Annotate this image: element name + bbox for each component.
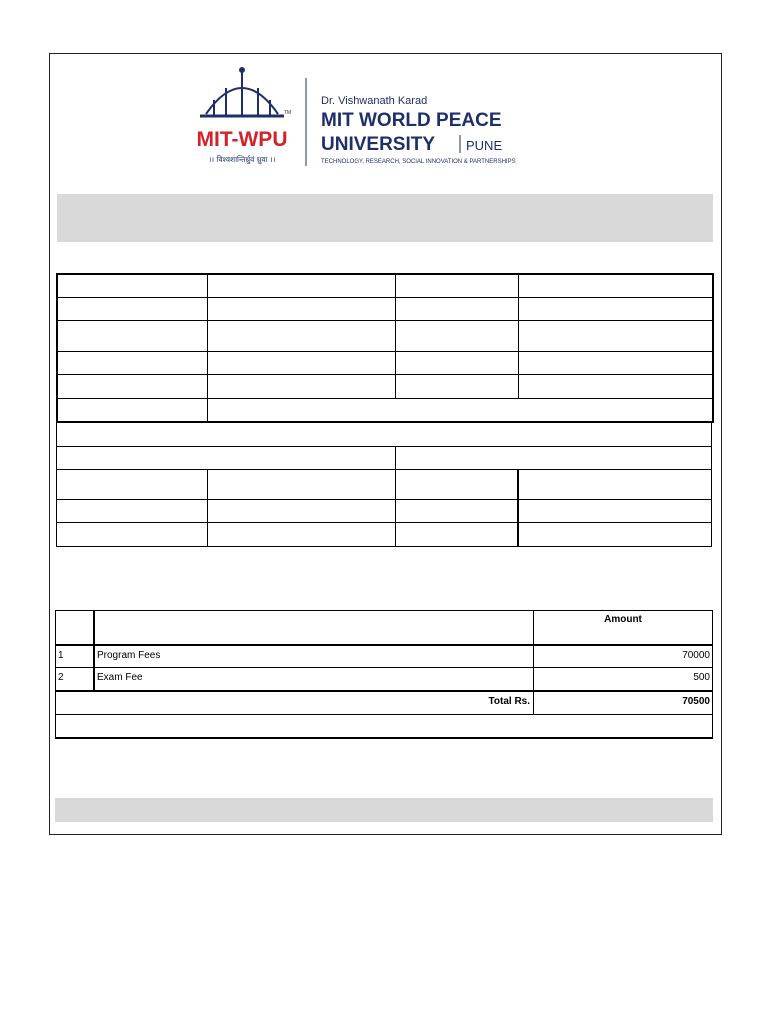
footer-bar — [55, 798, 713, 822]
logo-tagline: TECHNOLOGY, RESEARCH, SOCIAL INNOVATION & PARTNERSHIPS — [321, 159, 516, 165]
total-label: Total Rs. — [488, 696, 530, 707]
dome-emblem-icon — [200, 68, 284, 116]
document-border — [49, 53, 722, 835]
mit-wpu-logo — [190, 64, 530, 168]
row1-sr: 1 — [58, 650, 64, 661]
founder-line: Dr. Vishwanath Karad — [321, 95, 428, 107]
university-name-line1: MIT WORLD PEACE — [321, 110, 502, 131]
logo-motto: ।। विश्वशान्तिर्ध्रुवं ध्रुवा ।। — [208, 155, 276, 164]
total-value: 70500 — [682, 696, 710, 707]
tm-mark: TM — [284, 110, 292, 116]
university-name-line2: UNIVERSITY — [321, 134, 436, 155]
row1-particular: Program Fees — [97, 650, 161, 661]
city-label: PUNE — [466, 138, 503, 153]
title-bar — [57, 194, 713, 242]
row2-particular: Exam Fee — [97, 672, 143, 683]
brand-short-name: MIT-WPU — [196, 128, 288, 151]
row1-amount: 70000 — [682, 650, 710, 661]
amount-header: Amount — [604, 614, 642, 625]
row2-amount: 500 — [693, 672, 710, 683]
row2-sr: 2 — [58, 672, 64, 683]
